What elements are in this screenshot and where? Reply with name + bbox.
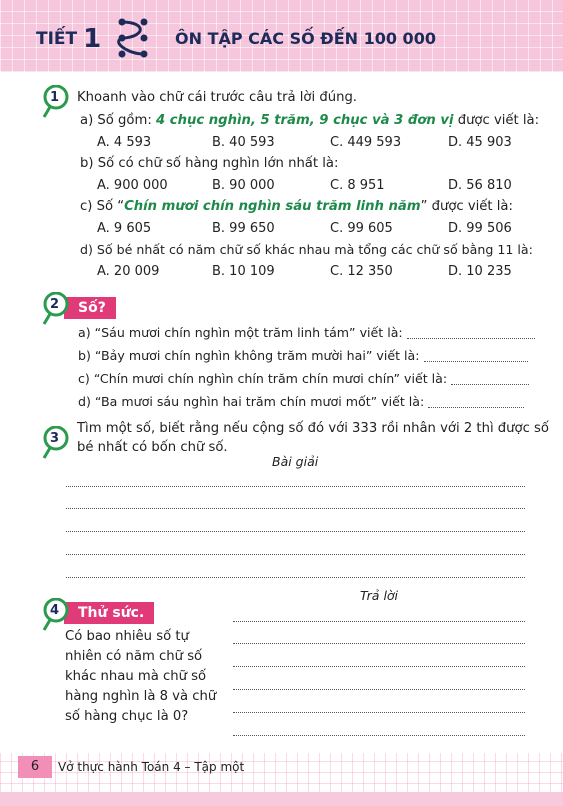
ex1-c-option-d[interactable]: D. 99 506 [448,221,512,236]
solution-line[interactable] [66,577,525,578]
ex1-b-option-a[interactable]: A. 900 000 [97,178,168,193]
answer-line[interactable] [233,712,525,713]
ex2-item-b: b) “Bảy mươi chín nghìn không trăm mười hai” viết là: [78,348,528,363]
ex1-a-option-b[interactable]: B. 40 593 [212,135,275,150]
ex4-question-line5: số hàng chục là 0? [65,709,189,724]
ex4-question-line1: Có bao nhiêu số tự [65,629,189,644]
ex1-b-option-d[interactable]: D. 56 810 [448,178,512,193]
ex3-question-line1: Tìm một số, biết rằng nếu cộng số đó với 333 rồi nhân với 2 thì được số [77,421,549,436]
ex4-tag: Thử sức. [64,602,154,624]
answer-line[interactable] [233,643,525,644]
ex2-tag: Số? [64,297,116,319]
ex2-item-d: d) “Ba mươi sáu nghìn hai trăm chín mươi mốt” viết là: [78,394,524,409]
ex1-c-question: c) Số “Chín mươi chín nghìn sáu trăm linh năm” được viết là: [80,199,513,214]
ex1-a-option-c[interactable]: C. 449 593 [330,135,402,150]
answer-blank[interactable] [428,407,524,408]
answer-line[interactable] [233,666,525,667]
ex1-d-question: d) Số bé nhất có năm chữ số khác nhau mà tổng các chữ số bằng 11 là: [80,242,533,257]
ex1-a-option-d[interactable]: D. 45 903 [448,135,512,150]
answer-blank[interactable] [407,338,535,339]
page-title: ÔN TẬP CÁC SỐ ĐẾN 100 000 [175,29,436,48]
answer-line[interactable] [233,621,525,622]
answer-line[interactable] [233,735,525,736]
ex2-item-c: c) “Chín mươi chín nghìn chín trăm chín mươi chín” viết là: [78,371,529,386]
answer-blank[interactable] [451,384,529,385]
ex1-d-option-d[interactable]: D. 10 235 [448,264,512,279]
ex2-item-a: a) “Sáu mươi chín nghìn một trăm linh tám” viết là: [78,325,535,340]
book-title: Vở thực hành Toán 4 – Tập một [58,760,245,774]
ex1-c-option-a[interactable]: A. 9 605 [97,221,152,236]
ex1-c-option-b[interactable]: B. 99 650 [212,221,275,236]
ex1-d-option-a[interactable]: A. 20 009 [97,264,160,279]
lesson-label: TIẾT 1 [36,24,102,54]
ex1-c-option-c[interactable]: C. 99 605 [330,221,393,236]
ex1-b-option-c[interactable]: C. 8 951 [330,178,385,193]
ex1-b-question: b) Số có chữ số hàng nghìn lớn nhất là: [80,156,339,171]
answer-label: Trả lời [360,588,399,603]
solution-line[interactable] [66,508,525,509]
linked-dots-icon [116,16,150,60]
answer-line[interactable] [233,689,525,690]
exercise-4-badge: 4 [42,598,68,624]
ex4-question-line3: khác nhau mà chữ số [65,669,207,684]
ex1-b-option-b[interactable]: B. 90 000 [212,178,275,193]
solution-label: Bài giải [272,454,319,469]
answer-blank[interactable] [424,361,528,362]
ex1-a-question: a) Số gồm: 4 chục nghìn, 5 trăm, 9 chục và 3 đơn vị được viết là: [80,113,540,128]
exercise-1-badge: 1 [42,85,68,111]
footer-band [0,792,563,806]
solution-line[interactable] [66,531,525,532]
ex4-question-line4: hàng nghìn là 8 và chữ [65,689,217,704]
page-number: 6 [18,756,52,778]
solution-line[interactable] [66,554,525,555]
ex1-instruction: Khoanh vào chữ cái trước câu trả lời đúng. [77,90,358,105]
ex1-a-option-a[interactable]: A. 4 593 [97,135,152,150]
ex3-question-line2: bé nhất có bốn chữ số. [77,440,228,455]
ex4-question-line2: nhiên có năm chữ số [65,649,203,664]
ex1-d-option-b[interactable]: B. 10 109 [212,264,275,279]
ex1-d-option-c[interactable]: C. 12 350 [330,264,393,279]
exercise-3-badge: 3 [42,426,68,452]
exercise-2-badge: 2 [42,292,68,318]
solution-line[interactable] [66,486,525,487]
lesson-number: 1 [83,24,102,54]
